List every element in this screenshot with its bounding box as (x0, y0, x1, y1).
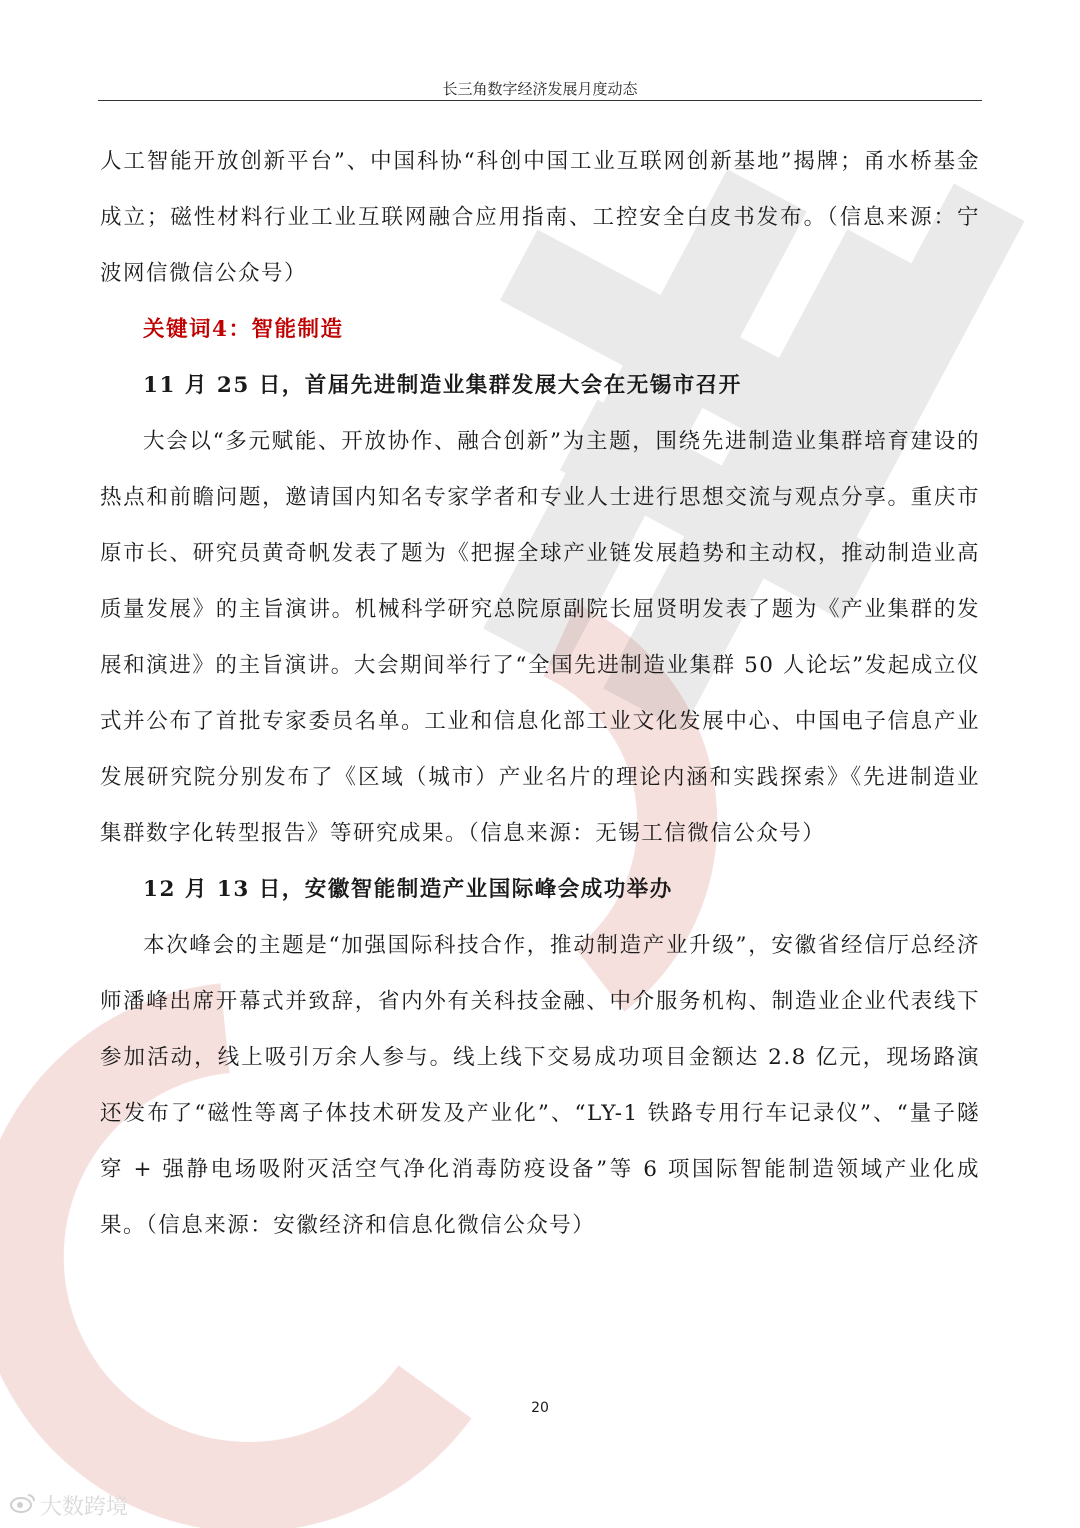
running-header: 长三角数字经济发展月度动态 (442, 80, 638, 98)
news-headline: 11 月 25 日，首届先进制造业集群发展大会在无锡市召开 (143, 373, 742, 398)
news-headline: 12 月 13 日，安徽智能制造产业国际峰会成功举办 (143, 877, 673, 902)
page-body (100, 134, 980, 1254)
news-paragraph: 大会以“多元赋能、开放协作、融合创新”为主题，围绕先进制造业集群培育建设的热点和前瞻问题，邀请国内知名专家学者和专业人士进行思想交流与观点分享。重庆市原市长、研究员黄奇帆发表了题为《把握全球产业链发展趋势和主动权，推动制造业高质量发展》的主旨演讲。机械科学研究总院原副院长屈贤明发表了题为《产业集群的发展和演进》的主旨演讲。大会期间举行了“全国先进制造业集群 50 人论坛”发起成立仪式并公布了首批专家委员名单。工业和信息化部工业文化发展中心、中国电子信息产业发展研究院分别发布了《区域（城市）产业名片的理论内涵和实践探索》《先进制造业集群数字化转型报告》等研究成果。（信息来源：无锡工信微信公众号） (100, 429, 980, 846)
header-rule (98, 100, 982, 101)
news-paragraph: 本次峰会的主题是“加强国际科技合作，推动制造产业升级”，安徽省经信厅总经济师潘峰出席开幕式并致辞，省内外有关科技金融、中介服务机构、制造业企业代表线下参加活动，线上吸引万余人参与。线上线下交易成功项目金额达 2.8 亿元，现场路演还发布了“磁性等离子体技术研发及产业化”、“LY-1 铁路专用行车记录仪”、“量子隧穿 + 强静电场吸附灭活空气净化消毒防疫设备”等 6 项国际智能制造领域产业化成果。（信息来源：安徽经济和信息化微信公众号） (100, 933, 980, 1238)
brand-text: 大数跨境 (40, 1495, 129, 1520)
weibo-logo-icon (10, 1493, 36, 1518)
source-watermark (10, 1490, 128, 1521)
paragraph-continuation: 人工智能开放创新平台”、中国科协“科创中国工业互联网创新基地”揭牌；甬水桥基金成立；磁性材料行业工业互联网融合应用指南、工控安全白皮书发布。（信息来源：宁波网信微信公众号） (100, 149, 980, 286)
keyword-heading: 关键词4：智能制造 (143, 317, 344, 342)
page-number: 20 (531, 1400, 549, 1416)
